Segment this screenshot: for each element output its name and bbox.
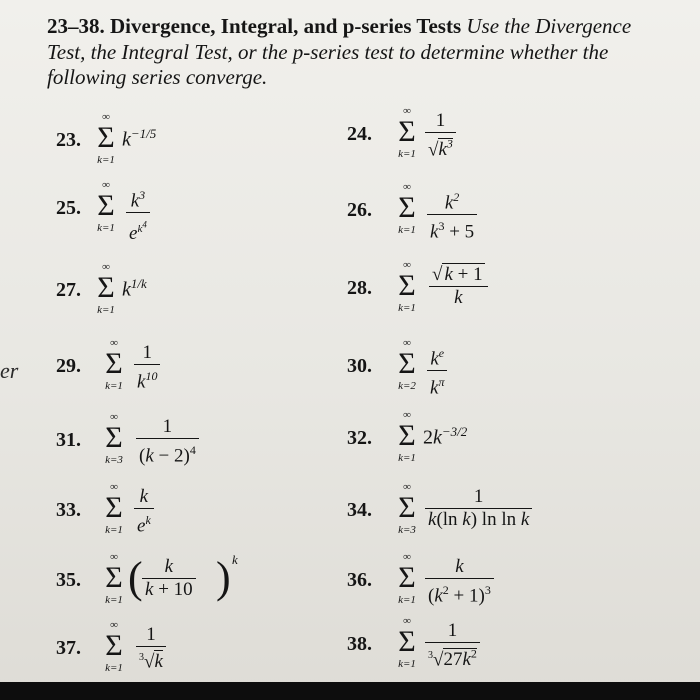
sigma-summation: ∞ Σ k=3 [398, 481, 416, 536]
problem-34 [347, 478, 647, 542]
problem-37 [56, 616, 356, 680]
sigma-summation: ∞ Σ k=3 [105, 411, 123, 466]
series-fraction: $\frac{k}{e^k}$ [134, 486, 154, 537]
problem-24 [347, 102, 647, 166]
problem-28 [347, 256, 647, 320]
series-fraction: $\frac{1}{^3√k}$ [136, 624, 166, 673]
sigma-summation: ∞ Σ k=1 [97, 111, 115, 166]
problem-number: 34. [347, 499, 372, 521]
problem-number: 29. [56, 355, 81, 377]
problem-number: 36. [347, 569, 372, 591]
sigma-summation: ∞ Σ k=1 [398, 259, 416, 314]
bottom-shadow-bar [0, 682, 700, 700]
series-fraction: $\frac{√ k + 1}{k}$ [429, 264, 488, 309]
sigma-summation: ∞ Σ k=1 [398, 615, 416, 670]
problem-number: 30. [347, 355, 372, 377]
sigma-summation: ∞ Σ k=1 [105, 551, 123, 606]
sigma-summation: ∞ Σ k=1 [398, 409, 416, 464]
sigma-summation: ∞ Σ k=1 [97, 179, 115, 234]
series-fraction: $\frac{1}{k^{10}}$ [134, 342, 160, 393]
problem-25 [56, 176, 356, 245]
section-heading [47, 14, 667, 91]
series-fraction: $\frac{k}{k + 10}$ [142, 556, 196, 601]
problem-29 [56, 334, 356, 398]
series-fraction: $\frac{1}{√k^3}$ [425, 110, 456, 161]
problem-number: 25. [56, 197, 81, 219]
sigma-summation: ∞ Σ k=1 [105, 619, 123, 674]
left-parenthesis: ( [128, 553, 143, 602]
series-fraction: $\frac{1}{(k - 2)^4}$ [136, 416, 199, 467]
series-fraction: $\frac{1}{^3√27k^2}$ [425, 620, 480, 671]
problem-23 [56, 108, 356, 172]
sigma-summation: ∞ Σ k=1 [398, 105, 416, 160]
problem-31 [56, 408, 356, 472]
series-term: $k^{1/k}$ [122, 276, 147, 301]
right-parenthesis: ) [216, 553, 231, 602]
sigma-summation: ∞ Σ k=1 [105, 337, 123, 392]
problem-26 [347, 178, 647, 242]
series-term: $2k^{-3/2}$ [423, 424, 468, 449]
problem-33 [56, 478, 356, 542]
problem-32 [347, 406, 647, 470]
problem-number: 38. [347, 633, 372, 655]
problem-number: 32. [347, 427, 372, 449]
heading-italic: Use the Divergence Test, the Integral Test, or the p-series test to determine whether the following series converge. [47, 14, 632, 89]
problem-number: 26. [347, 199, 372, 221]
sigma-summation: ∞ Σ k=1 [97, 261, 115, 316]
problem-number: 31. [56, 429, 81, 451]
problem-36 [347, 548, 647, 612]
heading-bold: 23–38. Divergence, Integral, and p-series Tests [47, 14, 462, 38]
problem-number: 35. [56, 569, 81, 591]
series-fraction: $\frac{k^3}{e^{k^4}}$ [126, 184, 150, 245]
sigma-summation: ∞ Σ k=1 [398, 551, 416, 606]
series-fraction: $\frac{1}{\text{k(ln k) ln ln k}}$ [425, 486, 532, 531]
problem-number: 37. [56, 637, 81, 659]
problem-number: 23. [56, 129, 81, 151]
sigma-summation: ∞ Σ k=2 [398, 337, 416, 392]
series-term: $k^{-1/5}$ [122, 126, 157, 151]
series-fraction: $\frac{k^2}{k^3 + 5}$ [427, 186, 477, 244]
problem-35 [56, 548, 266, 612]
edge-fragment-text: er [0, 358, 19, 383]
problem-number: 24. [347, 123, 372, 145]
problem-30 [347, 334, 647, 398]
problem-27 [56, 258, 356, 322]
series-fraction: $\frac{k^e}{k^\pi}$ [427, 342, 447, 400]
sigma-summation: ∞ Σ k=1 [105, 481, 123, 536]
sigma-summation: ∞ Σ k=1 [398, 181, 416, 236]
problem-number: 33. [56, 499, 81, 521]
outer-exponent: k [232, 552, 238, 567]
problem-38 [347, 612, 647, 676]
problem-number: 28. [347, 277, 372, 299]
series-fraction: $\frac{k}{(k^2 + 1)^3}$ [425, 556, 494, 607]
problem-number: 27. [56, 279, 81, 301]
